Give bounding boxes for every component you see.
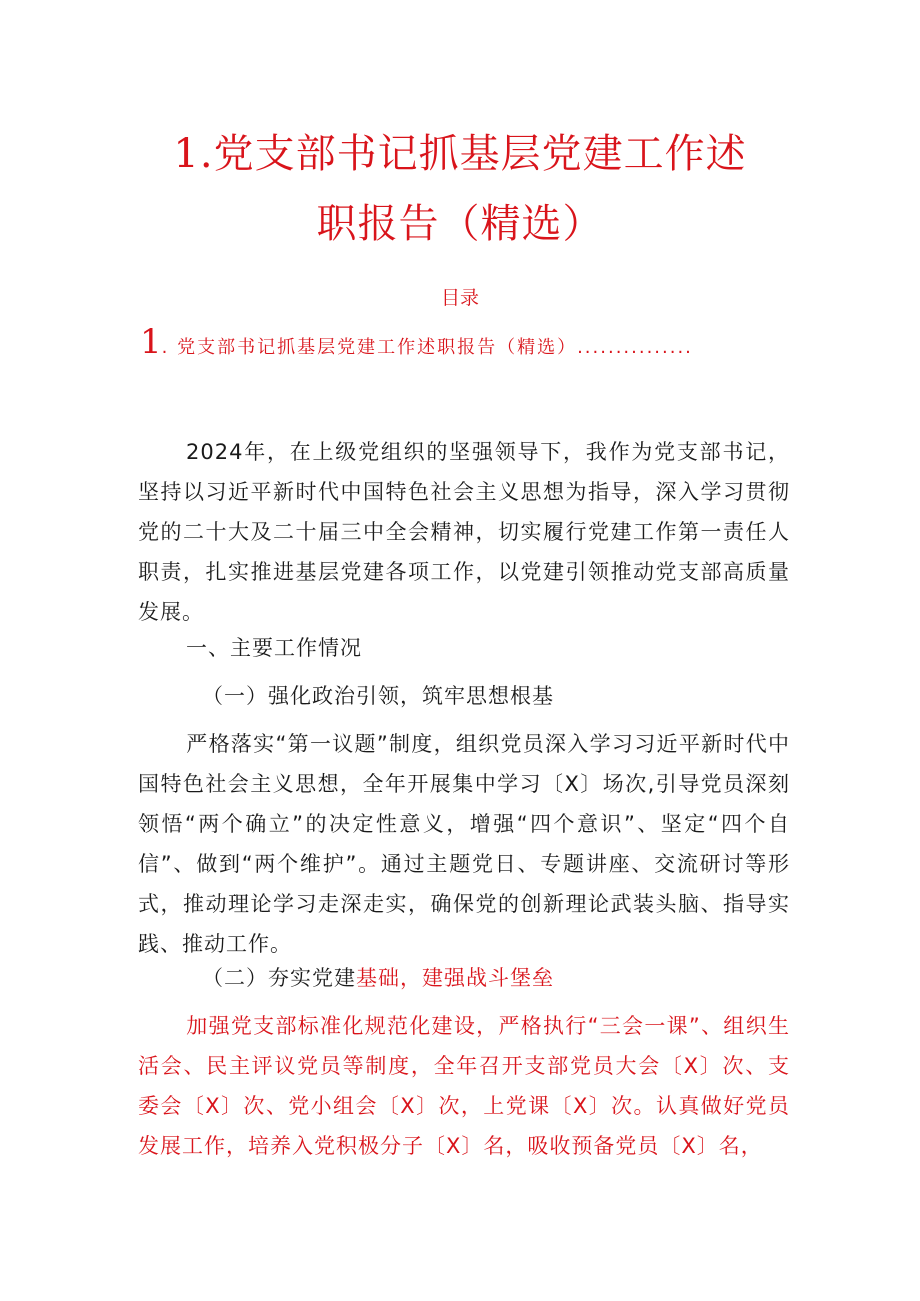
intro-text: 2024年，在上级党组织的坚强领导下，我作为党支部书记，坚持以习近平新时代中国特色社会主义思想为指导，深入学习贯彻党的二十大及二十届三中全会精神，切实履行党建工作第一责任人职责，扎实推进基层党建各项工作，以党建引领推动党支部高质量发展。 — [138, 440, 790, 624]
subsection-1-text: 严格落实“第一议题”制度，组织党员深入学习习近平新时代中国特色社会主义思想，全年开展集中学习〔X〕场次,引导党员深刻领悟“两个确立”的决定性意义，增强“四个意识”、坚定“四个自信”、做到“两个维护”。通过主题党日、专题讲座、交流研讨等形式，推动理论学习走深走实，确保党的创新理论武装头脑、指导实践、推动工作。 — [138, 732, 790, 956]
subsection-2-heading-red: 基础，建强战斗堡垒 — [356, 966, 554, 990]
toc-entry-text: . 党支部书记抓基层党建工作述职报告（精选）............... — [161, 337, 693, 358]
section-1-heading: 一、主要工作情况 — [186, 636, 362, 660]
intro-paragraph — [138, 432, 790, 632]
subsection-2-heading — [202, 958, 802, 998]
document-title-line-2: 职报告（精选） — [316, 201, 604, 247]
toc-entry[interactable] — [140, 322, 780, 362]
subsection-2-paragraph — [138, 1006, 790, 1166]
subsection-1-paragraph — [138, 724, 790, 964]
toc-entry-number: 1 — [140, 322, 162, 362]
document-title-line-1: 1.党支部书记抓基层党建工作述 — [173, 131, 747, 177]
subsection-2-heading-black: （二）夯实党建 — [202, 966, 356, 990]
subsection-2-text: 加强党支部标准化规范化建设，严格执行“三会一课”、组织生活会、民主评议党员等制度，全年召开支部党员大会〔X〕次、支委会〔X〕次、党小组会〔X〕次，上党课〔X〕次。认真做好党员发展工作，培养入党积极分子〔X〕名，吸收预备党员〔X〕名， — [138, 1014, 790, 1158]
toc-heading: 目录 — [440, 287, 479, 309]
subsection-1-heading: （一）强化政治引领，筑牢思想根基 — [202, 684, 554, 708]
